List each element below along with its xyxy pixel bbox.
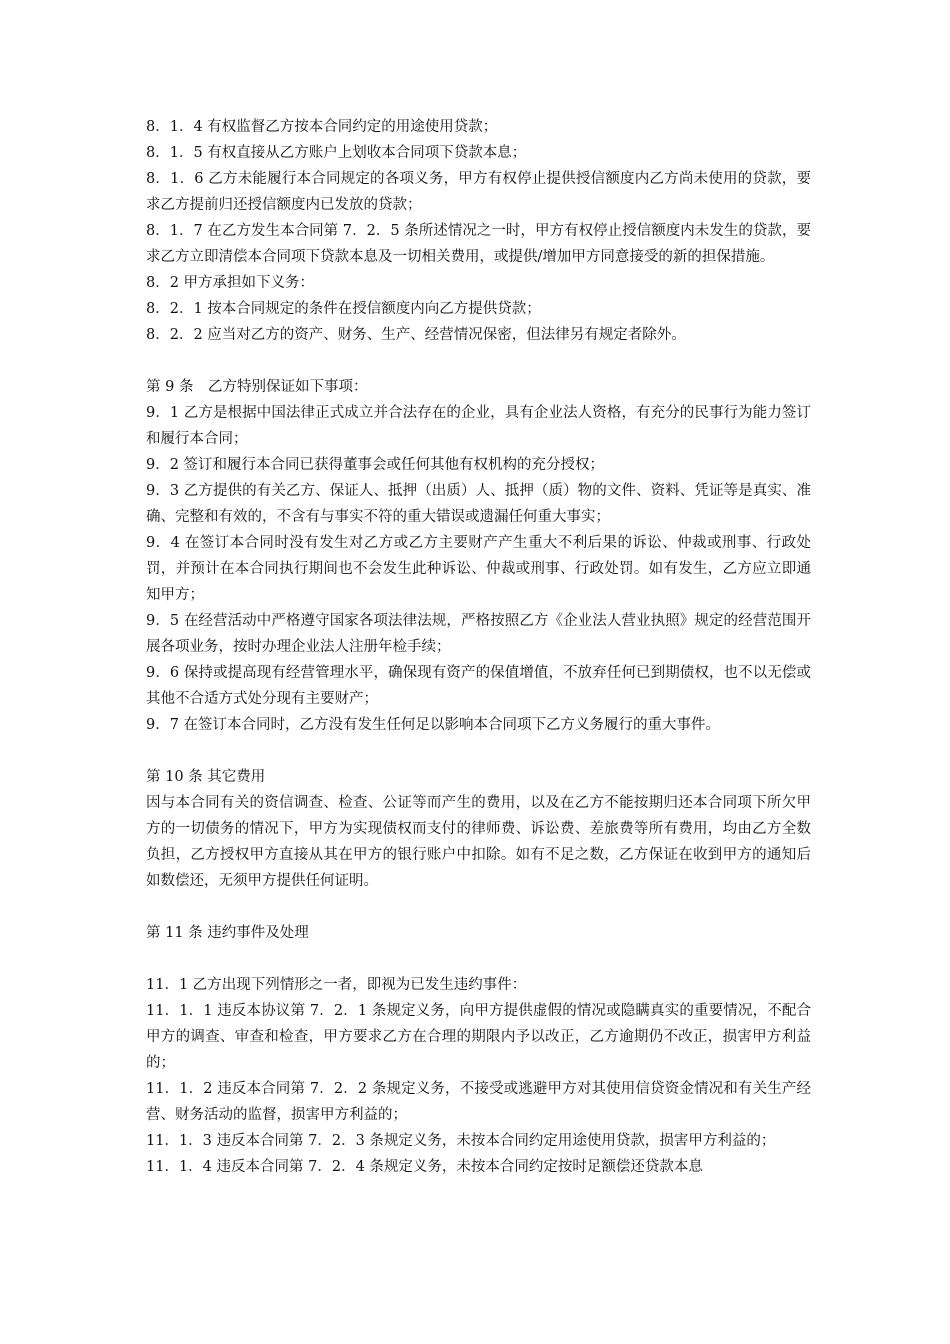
clause-9-7: 9．7 在签订本合同时，乙方没有发生任何足以影响本合同项下乙方义务履行的重大事件。 [146,717,721,733]
clause-11-1-3: 11．1．3 违反本合同第 7．2．3 条规定义务，未按本合同约定用途使用贷款，损害甲方利益的； [146,1133,776,1149]
clause-9-6: 9．6 保持或提高现有经营管理水平，确保现有资产的保值增值，不放弃任何已到期债权，也不以无偿或其他不合适方式处分现有主要财产； [146,665,811,707]
blank-line [146,738,811,764]
blank-line [146,348,811,374]
document-body [146,114,811,1180]
clause-8-1-4: 8．1．4 有权监督乙方按本合同约定的用途使用贷款； [146,119,498,135]
clause-11-1: 11．1 乙方出现下列情形之一者，即视为已发生违约事件： [146,977,527,993]
clause-8-2-2: 8．2．2 应当对乙方的资产、财务、生产、经营情况保密，但法律另有规定者除外。 [146,327,686,343]
article-9-heading: 第 9 条 乙方特别保证如下事项： [146,379,368,395]
clause-8-2: 8．2 甲方承担如下义务： [146,275,315,291]
clause-9-1: 9．1 乙方是根据中国法律正式成立并合法存在的企业，具有企业法人资格，有充分的民事行为能力签订和履行本合同； [146,405,811,447]
blank-line [146,946,811,972]
article-11-heading: 第 11 条 违约事件及处理 [146,925,309,941]
clause-9-4: 9．4 在签订本合同时没有发生对乙方或乙方主要财产产生重大不利后果的诉讼、仲裁或刑事、行政处罚，并预计在本合同执行期间也不会发生此种诉讼、仲裁或刑事、行政处罚。如有发生，乙方应立即通知甲方； [146,535,811,603]
clause-8-2-1: 8．2．1 按本合同规定的条件在授信额度内向乙方提供贷款； [146,301,541,317]
clause-11-1-2: 11．1．2 违反本合同第 7．2．2 条规定义务，不接受或逃避甲方对其使用信贷资金情况和有关生产经营、财务活动的监督，损害甲方利益的； [146,1081,811,1123]
clause-9-2: 9．2 签订和履行本合同已获得董事会或任何其他有权机构的充分授权； [146,457,605,473]
clause-8-1-5: 8．1．5 有权直接从乙方账户上划收本合同项下贷款本息； [146,145,527,161]
clause-11-1-4: 11．1．4 违反本合同第 7．2．4 条规定义务，未按本合同约定按时足额偿还贷款本息 [146,1159,703,1175]
clause-8-1-7: 8．1．7 在乙方发生本合同第 7．2．5 条所述情况之一时，甲方有权停止授信额度内未发生的贷款，要求乙方立即清偿本合同项下贷款本息及一切相关费用，或提供/增加甲方同意接受的新的担保措施。 [146,223,811,265]
article-10-heading: 第 10 条 其它费用 [146,769,266,785]
clause-9-5: 9．5 在经营活动中严格遵守国家各项法律法规，严格按照乙方《企业法人营业执照》规定的经营范围开展各项业务，按时办理企业法人注册年检手续； [146,613,811,655]
article-10-body: 因与本合同有关的资信调查、检查、公证等而产生的费用，以及在乙方不能按期归还本合同项下所欠甲方的一切债务的情况下，甲方为实现债权而支付的律师费、诉讼费、差旅费等所有费用，均由乙方全数负担，乙方授权甲方直接从其在甲方的银行账户中扣除。如有不足之数，乙方保证在收到甲方的通知后如数偿还，无须甲方提供任何证明。 [146,795,811,889]
clause-11-1-1: 11．1．1 违反本协议第 7．2．1 条规定义务，向甲方提供虚假的情况或隐瞒真实的重要情况，不配合甲方的调查、审查和检查，甲方要求乙方在合理的期限内予以改正，乙方逾期仍不改正，损害甲方利益的； [146,1003,811,1071]
clause-8-1-6: 8．1．6 乙方未能履行本合同规定的各项义务，甲方有权停止提供授信额度内乙方尚未使用的贷款，要求乙方提前归还授信额度内已发放的贷款； [146,171,811,213]
clause-9-3: 9．3 乙方提供的有关乙方、保证人、抵押（出质）人、抵押（质）物的文件、资料、凭证等是真实、准确、完整和有效的，不含有与事实不符的重大错误或遗漏任何重大事实； [146,483,811,525]
blank-line [146,894,811,920]
